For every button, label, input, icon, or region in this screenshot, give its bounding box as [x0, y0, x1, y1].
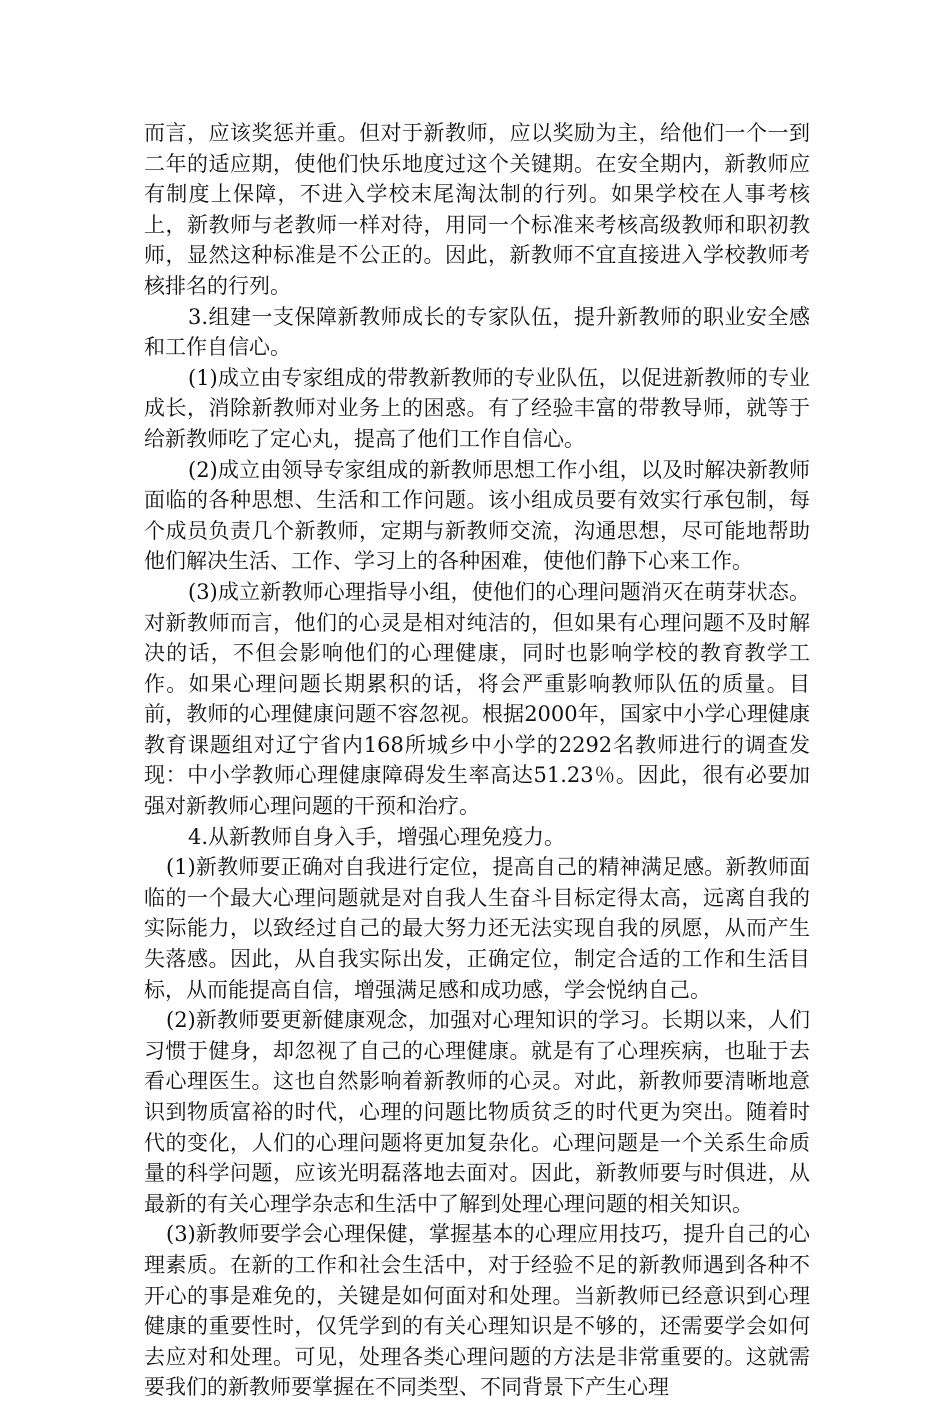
paragraph-4-2: (2)新教师要更新健康观念，加强对心理知识的学习。长期以来，人们习惯于健身，却忽视了自己的心理健康。就是有了心理疾病，也耻于去看心理医生。这也自然影响着新教师的心灵。对此，新教师要清晰地意识到物质富裕的时代，心理的问题比物质贫乏的时代更为突出。随着时代的变化，人们的心理问题将更加复杂化。心理问题是一个关系生命质量的科学问题，应该光明磊落地去面对。因此，新教师要与时俱进，从最新的有关心理学杂志和生活中了解到处理心理问题的相关知识。: [144, 1008, 810, 1216]
paragraph-3-3: (3)成立新教师心理指导小组，使他们的心理问题消灭在萌芽状态。对新教师而言，他们的心灵是相对纯洁的，但如果有心理问题不及时解决的话，不但会影响他们的心理健康，同时也影响学校的教育教学工作。如果心理问题长期累积的话，将会严重影响教师队伍的质量。目前，教师的心理健康问题不容忽视。根据2000年，国家中小学心理健康教育课题组对辽宁省内168所城乡中小学的2292名教师进行的调查发现：中小学教师心理健康障碍发生率高达51.23％。因此，很有必要加强对新教师心理问题的干预和治疗。: [144, 579, 810, 819]
section-heading-3: 3.组建一支保障新教师成长的专家队伍，提升新教师的职业安全感和工作自信心。: [144, 304, 810, 360]
paragraph-3-1: (1)成立由专家组成的带教新教师的专业队伍，以促进新教师的专业成长，消除新教师对业务上的困惑。有了经验丰富的带教导师，就等于给新教师吃了定心丸，提高了他们工作自信心。: [144, 365, 810, 451]
paragraph-4-1: (1)新教师要正确对自我进行定位，提高自己的精神满足感。新教师面临的一个最大心理问题就是对自我人生奋斗目标定得太高，远离自我的实际能力，以致经过自己的最大努力还无法实现自我的夙愿，从而产生失落感。因此，从自我实际出发，正确定位，制定合适的工作和生活目标，从而能提高自信，增强满足感和成功感，学会悦纳自己。: [144, 855, 810, 1002]
paragraph-continuation: 而言，应该奖惩并重。但对于新教师，应以奖励为主，给他们一个一到二年的适应期，使他们快乐地度过这个关键期。在安全期内，新教师应有制度上保障，不进入学校末尾淘汰制的行列。如果学校在人事考核上，新教师与老教师一样对待，用同一个标准来考核高级教师和职初教师，显然这种标准是不公正的。因此，新教师不宜直接进入学校教师考核排名的行列。: [144, 121, 810, 298]
paragraph-4-3: (3)新教师要学会心理保健，掌握基本的心理应用技巧，提升自己的心理素质。在新的工作和社会生活中，对于经验不足的新教师遇到各种不开心的事是难免的，关键是如何面对和处理。当新教师已经意识到心理健康的重要性时，仅凭学到的有关心理知识是不够的，还需要学会如何去应对和处理。可见，处理各类心理问题的方法是非常重要的。这就需要我们的新教师要掌握在不同类型、不同背景下产生心理: [144, 1222, 810, 1400]
document-body: [144, 118, 810, 1403]
section-heading-4: 4.从新教师自身入手，增强心理免疫力。: [188, 824, 566, 849]
paragraph-3-2: (2)成立由领导专家组成的新教师思想工作小组，以及时解决新教师面临的各种思想、生活和工作问题。该小组成员要有效实行承包制，每个成员负责几个新教师，定期与新教师交流，沟通思想，尽可能地帮助他们解决生活、工作、学习上的各种困难，使他们静下心来工作。: [144, 457, 810, 574]
